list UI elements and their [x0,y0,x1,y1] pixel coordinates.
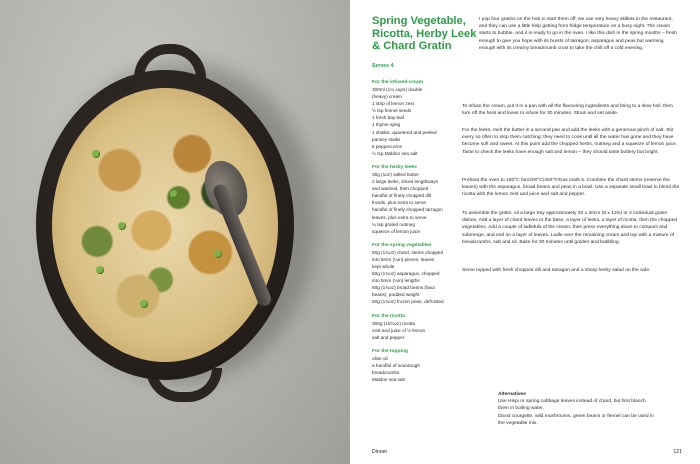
alternatives-line: Diced courgette, wild mushrooms, green beans or fennel can be used in [498,413,654,419]
alternatives-line: the vegetable mix. [498,420,538,426]
ingredient-line: 30g (1oz) salted butter [372,171,419,177]
ingredient-line: 50g (1¾oz) broad beans (fava [372,285,435,291]
method-step: To assemble the gratin, oil a large tray approximately 20 x 30cm (8 x 12in) or 4 individual gratin dishes. Add a layer of chard leaves to the base, a layer of leeks, a layer of ricotta, then the chopped vegetables. Add a couple of ladlefuls of the cream, then press everything down to compact and submerge, and end on a layer of leaves. Ladle over the remaining cream and top with a mixture of breadcrumbs, salt and oil. Bake for 30 minutes until golden and bubbling. [462,211,678,245]
ingredient-line: breadcrumbs [372,370,400,375]
ingredient-line: kept whole [372,263,395,269]
serves-label: Serves 4 [372,63,394,69]
page-number: 121 [673,449,682,455]
alternatives-box [498,391,688,427]
ingredient-line: 6 peppercorns [372,143,402,149]
ingredient-line: a handful of sourdough [372,362,420,368]
gratin-dish [52,88,278,362]
ingredient-line: into 5mm (¼in) pieces, leaves [372,256,435,262]
method-step: For the leeks, melt the butter in a second pan and add the leeks with a generous pinch of salt. Stir every so often to stop them catching; they need to cook until all the water has gone and they have become soft and sweet. At this point add the chopped herbs, nutmeg and a squeeze of lemon juice. Taste to check the leeks have enough salt and lemon – they should taste buttery but bright. [462,128,678,155]
ingredient-line: handful of finely chopped tarragon [372,207,443,213]
ingredient-line: 300g (10½oz) ricotta [372,320,415,326]
ingredient-line: and washed, then chopped [372,186,429,192]
ingredient-line: leaves, plus extra to serve [372,214,427,220]
ingredient-line: zest and juice of ½ lemon [372,327,426,333]
ingredient-line: olive oil [372,355,388,361]
ingredient-line: ½ tsp fennel seeds [372,108,412,114]
ingredient-line: 300ml (1¼ cups) double [372,87,423,92]
recipe-page [350,0,700,464]
pea [96,266,104,274]
method-step: Serve topped with fresh chopped dill and tarragon and a sharp herby salad on the side. [462,268,651,273]
ingredient-line: ¼ tsp grated nutmeg [372,221,415,227]
ingredient-section [372,242,467,306]
intro-paragraph: I pop four gratins on the hob to start them off; we use very heavy skillets in the restaurant, and they can use a little help getting from fridge temperature on a busy night. The cream starts to bubble, and it is ready to go in the oven. I like this dish in the spring months – fresh enough to give you hope with its bursts of tarragon, asparagus and peas but warming enough with its creamy breadcrumb crust to take the chill off a cold evening. [479,17,677,51]
ingredient-section-heading: For the infused cream [372,80,424,85]
ingredient-section-heading: For the topping [372,348,408,354]
ingredient-line: 50g (1¾oz) chard, stems chopped [372,249,444,255]
ingredients-column [372,79,467,390]
method-step: To infuse the cream, put it in a pan with all the flavouring ingredients and bring to a slow boil, then turn off the heat and leave to infuse for 30 minutes. Strain and set aside. [462,104,673,117]
ingredient-line: fronds, plus extra to serve [372,200,426,206]
ingredient-line: 1 fresh bay leaf [372,115,405,121]
ingredient-line: ½ tsp Maldon sea salt [372,150,418,156]
ingredient-section-heading: For the spring vegetables [372,242,432,248]
ingredient-line: squeeze of lemon juice [372,228,420,234]
ingredient-line: beans), podded weight [372,292,420,298]
pea [214,250,222,258]
ingredient-line: 50g (1¾oz) asparagus, chopped [372,271,440,277]
pea [140,300,148,308]
ingredient-line: 1 thyme sprig [372,122,401,128]
method-step: Preheat the oven to 180°C fan/200°C/400°F/Gas mark 6. Combine the chard stems (reserve the leaves) with the asparagus, broad beans and peas in a bowl. Use a separate small bowl to blend the ricotta with the lemon zest and juice and salt and pepper. [462,178,680,198]
alternatives-line: Use Hispi or spring cabbage leaves instead of chard, but first blanch [498,399,646,405]
ingredient-line: Maldon sea salt [372,377,405,383]
ingredient-line: salt and pepper [372,334,405,340]
ingredient-line: 1 shallot, quartered and peeled [372,129,437,135]
ingredient-line: 50g (1¾oz) frozen peas, defrosted [372,299,444,305]
pea [170,190,178,198]
ingredient-section-heading: For the ricotta [372,313,405,319]
footer-section-name: Dinner [372,449,388,455]
ingredient-line: 2 large leeks, sliced lengthways [372,179,438,185]
ingredient-section [372,79,467,157]
alternatives-line: them in boiling water. [498,406,544,412]
ingredient-line: handful of finely chopped dill [372,193,432,199]
ingredient-section [372,164,467,235]
ingredient-line: (heavy) cream [372,94,402,100]
ingredient-line: parsley stalks [372,136,401,142]
ingredient-section-heading: For the herby leeks [372,164,417,170]
ingredient-line: 1 strip of lemon zest [372,101,414,107]
ingredient-section [372,313,467,341]
ingredient-line: into 5mm (¼in) lengths [372,278,420,284]
ingredient-section [372,348,467,383]
alternatives-heading: Alternatives [498,392,526,397]
pea [118,222,126,230]
pea [92,150,100,158]
recipe-title: Spring Vegetable, Ricotta, Herby Leek & Chard Gratin [372,15,477,52]
